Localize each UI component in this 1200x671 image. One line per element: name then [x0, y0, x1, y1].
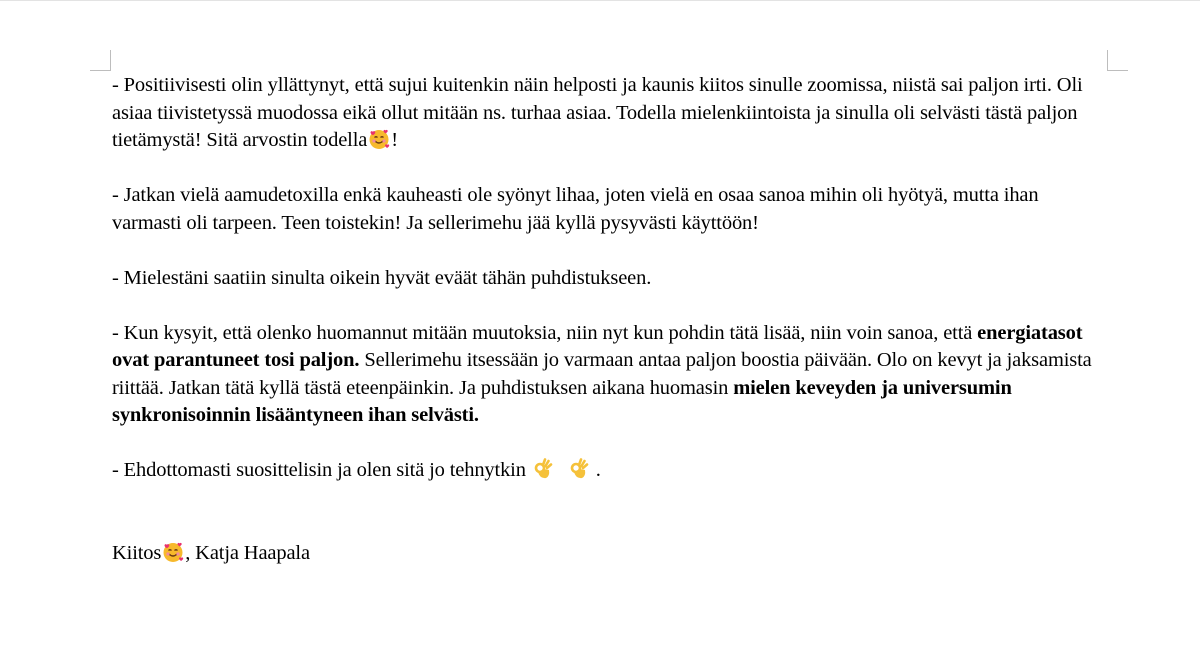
- signature-line: [112, 540, 1097, 568]
- paragraph-4-bold-a: energiatasot ovat parantuneet tosi paljon.: [112, 321, 1083, 371]
- paragraph-4: [112, 320, 1097, 430]
- paragraph-5: [112, 457, 1097, 485]
- ok-hand-icon: [532, 458, 554, 480]
- paragraph-5-text: - Ehdottomasti suosittelisin ja olen sitä jo tehnytkin: [112, 459, 526, 481]
- smiling-face-with-hearts-icon: [162, 541, 184, 563]
- paragraph-3: [112, 265, 1097, 293]
- paragraph-3-text: - Mielestäni saatiin sinulta oikein hyvät eväät tähän puhdistukseen.: [112, 266, 652, 289]
- margin-corner-top-left: [90, 50, 111, 71]
- paragraph-4-text-b: Sellerimehu itsessään jo varmaan antaa paljon boostia päivään. Olo on kevyt ja jaksamista riittää. Jatkan tätä kyllä tästä eteenpäinkin. Ja puhdistuksen aikana huomasin: [112, 349, 1092, 399]
- signature-thanks: Kiitos: [112, 541, 162, 564]
- top-border: [0, 0, 1200, 1]
- paragraph-1-text: - Positiivisesti olin yllättynyt, että sujui kuitenkin näin helposti ja kaunis kiitos sinulle zoomissa, niistä sai paljon irti. Oli asiaa tiivistetyssä muodossa eikä ollut mitään ns. turhaa asiaa. Todella mielenkiintoista ja sinulla oli selvästi tästä paljon tietämystä! Sitä arvostin todella: [112, 74, 1083, 151]
- paragraph-4-text-a: - Kun kysyit, että olenko huomannut mitään muutoksia, niin nyt kun pohdin tätä lisää, niin voin sanoa, että: [112, 321, 978, 344]
- paragraph-1: [112, 72, 1097, 155]
- margin-corner-top-right: [1107, 50, 1128, 71]
- smiling-face-with-hearts-icon: [368, 128, 390, 150]
- paragraph-4-bold-b: mielen keveyden ja universumin synkronisoinnin lisääntyneen ihan selvästi.: [112, 376, 1012, 426]
- signature-name: , Katja Haapala: [185, 541, 310, 564]
- document-body[interactable]: [112, 72, 1097, 595]
- paragraph-1-end: !: [391, 129, 398, 151]
- paragraph-2-text: - Jatkan vielä aamudetoxilla enkä kauheasti ole syönyt lihaa, joten vielä en osaa sanoa mihin oli hyötyä, mutta ihan varmasti oli tarpeen. Teen toistekin! Ja sellerimehu jää kyllä pysyvästi käyttöön!: [112, 184, 1039, 234]
- ok-hand-icon: [568, 458, 590, 480]
- paragraph-2: [112, 182, 1097, 237]
- paragraph-5-end: .: [590, 459, 601, 481]
